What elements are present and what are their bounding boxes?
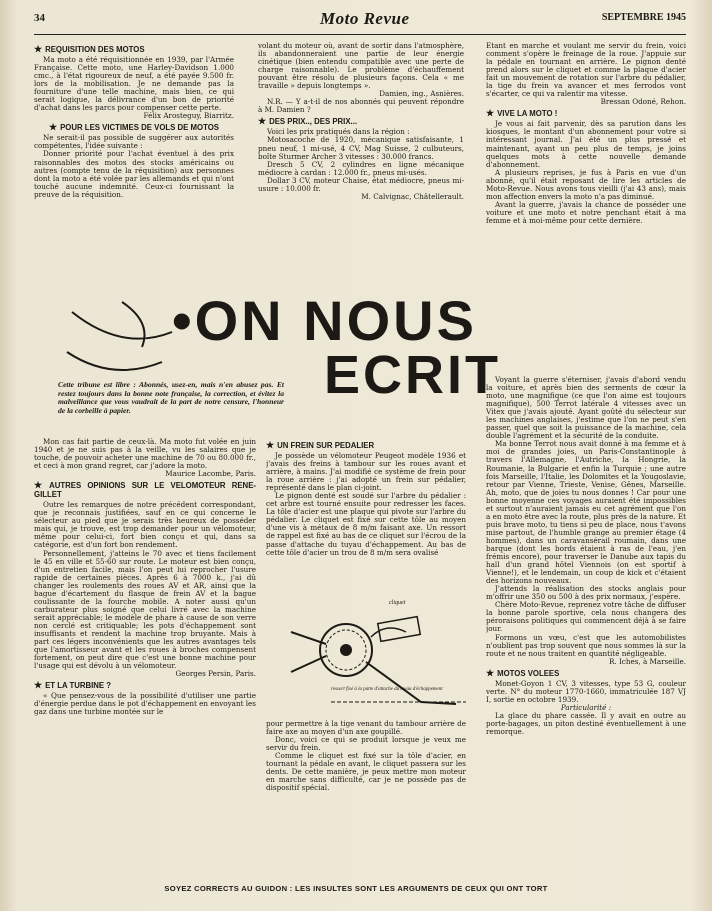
star-icon: ★	[266, 440, 275, 450]
paragraph: A plusieurs reprises, je fus à Paris en vue d'un abonné, qu'il était reposant de lire les articles de Moto-Revue. Nous avons tous vieilli (j'ai 43 ans), mais mon affection envers la moto n'a pas diminué.	[486, 167, 686, 201]
paragraph: volant du moteur où, avant de sortir dans l'atmosphère, ils abandonneraient une partie de leur énergie cinétique (bien entendu compatible avec une perte de charge raisonnable). Le problème d'échauffement pouvant être résolu de plusieurs façons. Cela « me travaille » depuis longtemps ».	[258, 42, 464, 91]
signature: R. Iches, à Marseille.	[608, 656, 686, 666]
paragraph: Je vous ai fait parvenir, dès sa parution dans les kiosques, le montant d'un abonnement pour votre si intéressant journal. J'ai été un plus pressé et maintenant, ayant un peu plus de temps, je joins quelques mots à cette nouvelle demande d'abonnement.	[486, 119, 686, 169]
paragraph: Etant en marche et voulant me servir du frein, voici comment s'opère le freinage de la roue. J'appuie sur la pédale en tournant en arrière. Le pignon denté prend alors sur le cliquet et comme la plaque d'acier fait un mouvement de rotation sur l'arbre du pédalier, la tige du frein va avancer et mes ferrodos vont s'écarter, ce qui va ralentir ma vitesse.	[486, 42, 686, 99]
paragraph: Formons un vœu, c'est que les automobilistes n'oublient pas trop souvent que nous sommes là sur la route et ne nous traitent en quantité négligeable.	[486, 632, 686, 658]
heading-requisition: ★ REQUISITION DES MOTOS	[34, 44, 145, 54]
banner-line-2: ECRIT	[324, 345, 501, 405]
paragraph: Mon cas fait partie de ceux-là. Ma moto fut volée en juin 1940 et je ne suis pas à la veille, vu les salaires que je touche, de pouvoir acheter une machine de 70 ou 80.000 fr., et ceci à mon grand regret, car j'adore la moto.	[34, 438, 256, 471]
tribune-intro: Cette tribune est libre : Abonnés, usez-en, mais n'en abusez pas. Et restez toujours dans la bonne note française, la correction, et évitez la malveillance que vous vaudrait de la part de notre censure, l'honneur de la corbeille à papier.	[58, 380, 284, 415]
paragraph: Dollar 3 CV, moteur Chaise, état médiocre, pneus mi-usure : 10.000 fr.	[258, 175, 464, 193]
paragraph: N.R. — Y a-t-il de nos abonnés qui peuvent répondre à M. Damien ?	[258, 97, 464, 115]
paragraph: Avant la guerre, j'avais la chance de posséder une voiture et une moto et notre penchant était à ma femme et à moi-même pour cette dernière.	[486, 199, 686, 225]
heading-vive-la-moto: ★ VIVE LA MOTO !	[486, 108, 558, 119]
label-cliquet: cliquet	[389, 600, 406, 606]
paragraph: Dresch 5 CV, 2 cylindres en ligne mécanique médiocre à cardan : 12.000 fr., pneus mi-usés.	[258, 159, 464, 177]
column-2-bottom-cont	[266, 720, 466, 880]
paragraph: Donc, voici ce qui se produit lorsque je veux me servir du frein.	[266, 735, 466, 753]
header-rule	[34, 34, 686, 35]
page-number: 34	[34, 12, 45, 24]
issue-date: SEPTEMBRE 1945	[601, 12, 686, 23]
magazine-logo: Moto Revue	[320, 9, 410, 28]
star-icon: ★	[486, 108, 495, 119]
label-ressort: ressort fixé à la patte d'attache du tuyau d'échappement	[331, 687, 443, 692]
signature: M. Calvignac, Châtellerault.	[361, 191, 464, 201]
column-1-bottom	[34, 438, 256, 878]
paragraph: La glace du phare cassée. Il y avait en outre au porte-bagages, un piton destiné éventuellement à une remorque.	[486, 710, 686, 736]
heading-victimes: ★ POUR LES VICTIMES DE VOLS DE MOTOS	[49, 122, 219, 133]
brake-diagram-drawing	[271, 592, 471, 717]
paragraph: Ma moto a été réquisitionnée en 1939, par l'Armée Française. Cette moto, une Harley-Davidson 1.000 cmc., à l'état rigoureux de neuf, a été payée 9.500 fr. lors de la mobilisation. Je ne demande pas la fourniture d'une telle machine, mais bien, ce qui serait logique, la délivrance d'un bon de priorité d'achat dans les parcs pour compenser cette perte.	[34, 55, 234, 113]
column-2-bottom	[266, 438, 466, 592]
paragraph: Monet-Goyon 1 CV, 3 vitesses, type 53 G, couleur verte. N° du moteur 1770-1660, immatriculée 187 VJ I, sortie en octobre 1939.	[486, 678, 686, 704]
column-1-top	[34, 42, 234, 290]
signature: Maurice Lacombe, Paris.	[165, 469, 256, 479]
paragraph: « Que pensez-vous de la possibilité d'utiliser une partie d'énergie perdue dans le pot d'échappement en envoyant les gaz dans une turbine montée sur le	[34, 691, 256, 717]
paragraph: J'attends la réalisation des stocks anglais pour m'offrir une 350 ou 500 à des prix normaux, j'espère.	[486, 584, 686, 602]
heading-frein-pedalier: ★ UN FREIN SUR PEDALIER	[266, 440, 375, 450]
star-icon: ★	[34, 480, 47, 491]
heading-turbine: ★ ET LA TURBINE ?	[34, 680, 112, 691]
heading-autres-opinions: ★ AUTRES OPINIONS SUR LE VELOMOTEUR RENE-GILLET	[34, 480, 256, 500]
page-header	[34, 9, 686, 32]
star-icon: ★	[486, 667, 495, 678]
banner-line-1: •ON NOUS	[172, 289, 477, 352]
paragraph: pour permettre à la tige venant du tambour arrière de faire axe au moyen d'un axe goupillé.	[266, 720, 466, 737]
paragraph: Voyant la guerre s'éterniser, j'avais d'abord vendu la voiture, et après bien des serments de cœur la moto, une magnifique (ce que l'on aime est toujours magnifique), 500 Terrot latérale 4 vitesses avec un Vitex que j'avais ajouté. Ayant goûté du sélecteur sur les machines anglaises, j'estime que l'on ne peut s'en passer, quel que soit la puissance de la machine, cela double l'agrément et la sécurité de la conduite.	[486, 376, 686, 441]
signature: Damien, ing., Asnières.	[379, 89, 464, 99]
paragraph: Voici les prix pratiqués dans la région :	[267, 127, 410, 137]
paragraph: Je possède un vélomoteur Peugeot modèle 1936 et j'avais des freins à tambour sur les roues avant et arrière, à mains. J'ai modifié ce système de frein pour la roue arrière : j'ai adopté un frein sur pédalier, représenté dans le plan ci-joint.	[266, 451, 466, 493]
star-icon: ★	[34, 680, 43, 691]
paragraph: Ne serait-il pas possible de suggérer aux autorités compétentes, l'idée suivante :	[34, 133, 234, 151]
heading-motos-volees: ★ MOTOS VOLEES	[486, 667, 560, 678]
column-3-bottom	[486, 376, 686, 878]
signature: Bressan Odoné, Rehon.	[600, 97, 686, 107]
star-icon: ★	[34, 44, 43, 54]
subheading-particularite: Particularité :	[560, 702, 612, 712]
brake-diagram	[271, 592, 471, 717]
paragraph: Outre les remarques de notre précédent correspondant, que je reconnais justifiées, sauf en ce qui concerne le sélecteur au pied que je serais très heureux de posséder mais qui, je trouve, est trop demander pour un vélomoteur, même pour celui-ci, fort bien conçu et qui, dans sa catégorie, est d'un fort bon rendement.	[34, 500, 256, 550]
heading-prix: ★ DES PRIX.., DES PRIX...	[258, 116, 358, 127]
column-2-top	[258, 42, 464, 290]
paragraph: Ma bonne Terrot nous avait donné à ma femme et à moi de grandes joies, un Paris-Constantinople à travers l'Allemagne, l'Autriche, la Hongrie, la Roumanie, la Bulgarie et enfin la Turquie ; une autre fois Marseille, l'Italie, les Dolomites et la Yougoslavie, retour par Vienne, Trieste, Venise, Gênes, Marseille. Ah, moto, que de joies tu nous donnes ! Car pour une bonne moyenne ces voyages auraient été impossibles et surtout n'auraient jamais eu cet agrément que l'on a en moto être avec la route, plus près de la nature. Et puis brave moto, tu tiens si peu de place, nous t'avons mise partout, de l'humble grange au premier étage (4 hommes), dans un caravansérail roumain, dans une barque (dont les bords étaient à ras de l'eau, j'en frémis encore), pour traverser le Danube aux tapis du hall d'un grand hôtel Viennois (on est sportif à Vienne!), et le lendemain, un coup de kick et c'étaient des horizons nouveaux.	[486, 439, 686, 586]
paragraph: Le pignon denté est soudé sur l'arbre du pédalier : cet arbre est tourné ensuite pour redresser les faces. La tôle d'acier est une plaque qui pivote sur l'arbre du pédalier. Le cliquet est fixé sur cette tôle au moyen d'une vis à métaux de 8 m/m faisant axe. Un ressort de rappel est fixé au bas de ce cliquet sur l'écrou de la passe d'attache du tuyau d'échappement. Au bas de cette tôle d'acier un trou de 8 m/m sera ovalisé	[266, 491, 466, 557]
paragraph: Personnellement, j'atteins le 70 avec et tiens facilement le 45 en ville et 55-60 sur route. Le moteur est bien conçu, d'un entretien facile, mais l'on peut lui reprocher l'usure rapide de certaines pièces. Après 6 à 7000 k., j'ai dû changer les roulements des roues AV et AR, ainsi que la bague d'écartement du flasque de frein AV et la bague coulissante de la fourche mobile. A noter aussi qu'un carburateur plus soigné que celui livré avec la machine serait appréciable; le modèle de phare à cause de son verre non cerclé est critiquable; les pots d'échappement sont insuffisants et rendent la machine trop bruyante. Mais à part ces légers inconvénients que les autres avantages tels que l'amortisseur avant et les roues à broches compensent fortement, on peut dire que c'est une bonne machine pour l'usage qui est dévolu à un vélomoteur.	[34, 548, 256, 671]
signature: Georges Persin, Paris.	[175, 669, 256, 679]
star-icon: ★	[49, 122, 58, 133]
signature: Félix Arosteguy, Biarritz.	[143, 111, 234, 121]
paragraph: Motosacoche de 1920, mécanique satisfaisante, 1 pneu neuf, 1 mi-usé, 4 CV, Mag Suisse, 2 culbuteurs, boîte Sturmer Archer 3 vitesses : 30.000 francs.	[258, 135, 464, 161]
paragraph: Donner priorité pour l'achat éventuel à des prix raisonnables des motos des stocks américains ou autres (compte tenu de la réquisition) aux personnes dont la moto a été volée par les allemands et qui n'ont touché aucune indemnité. Ceux-ci fournissant la preuve de la réquisition.	[34, 149, 234, 199]
paragraph: Comme le cliquet est fixé sur la tôle d'acier, en tournant la pédale en avant, le cliquet passera sur les dents. De cette manière, je peux mettre mon moteur en marche sans difficulté, car je ne possède pas de dispositif spécial.	[266, 751, 466, 793]
footer-slogan: SOYEZ CORRECTS AU GUIDON : LES INSULTES SONT LES ARGUMENTS DE CEUX QUI ONT TORT	[164, 884, 548, 893]
star-icon: ★	[258, 116, 267, 127]
paragraph: Chère Moto-Revue, reprenez votre tâche de diffuser la bonne parole sportive, cela nous changera des péroraisons politiques qui commencent déjà à se faire jour.	[486, 600, 686, 634]
